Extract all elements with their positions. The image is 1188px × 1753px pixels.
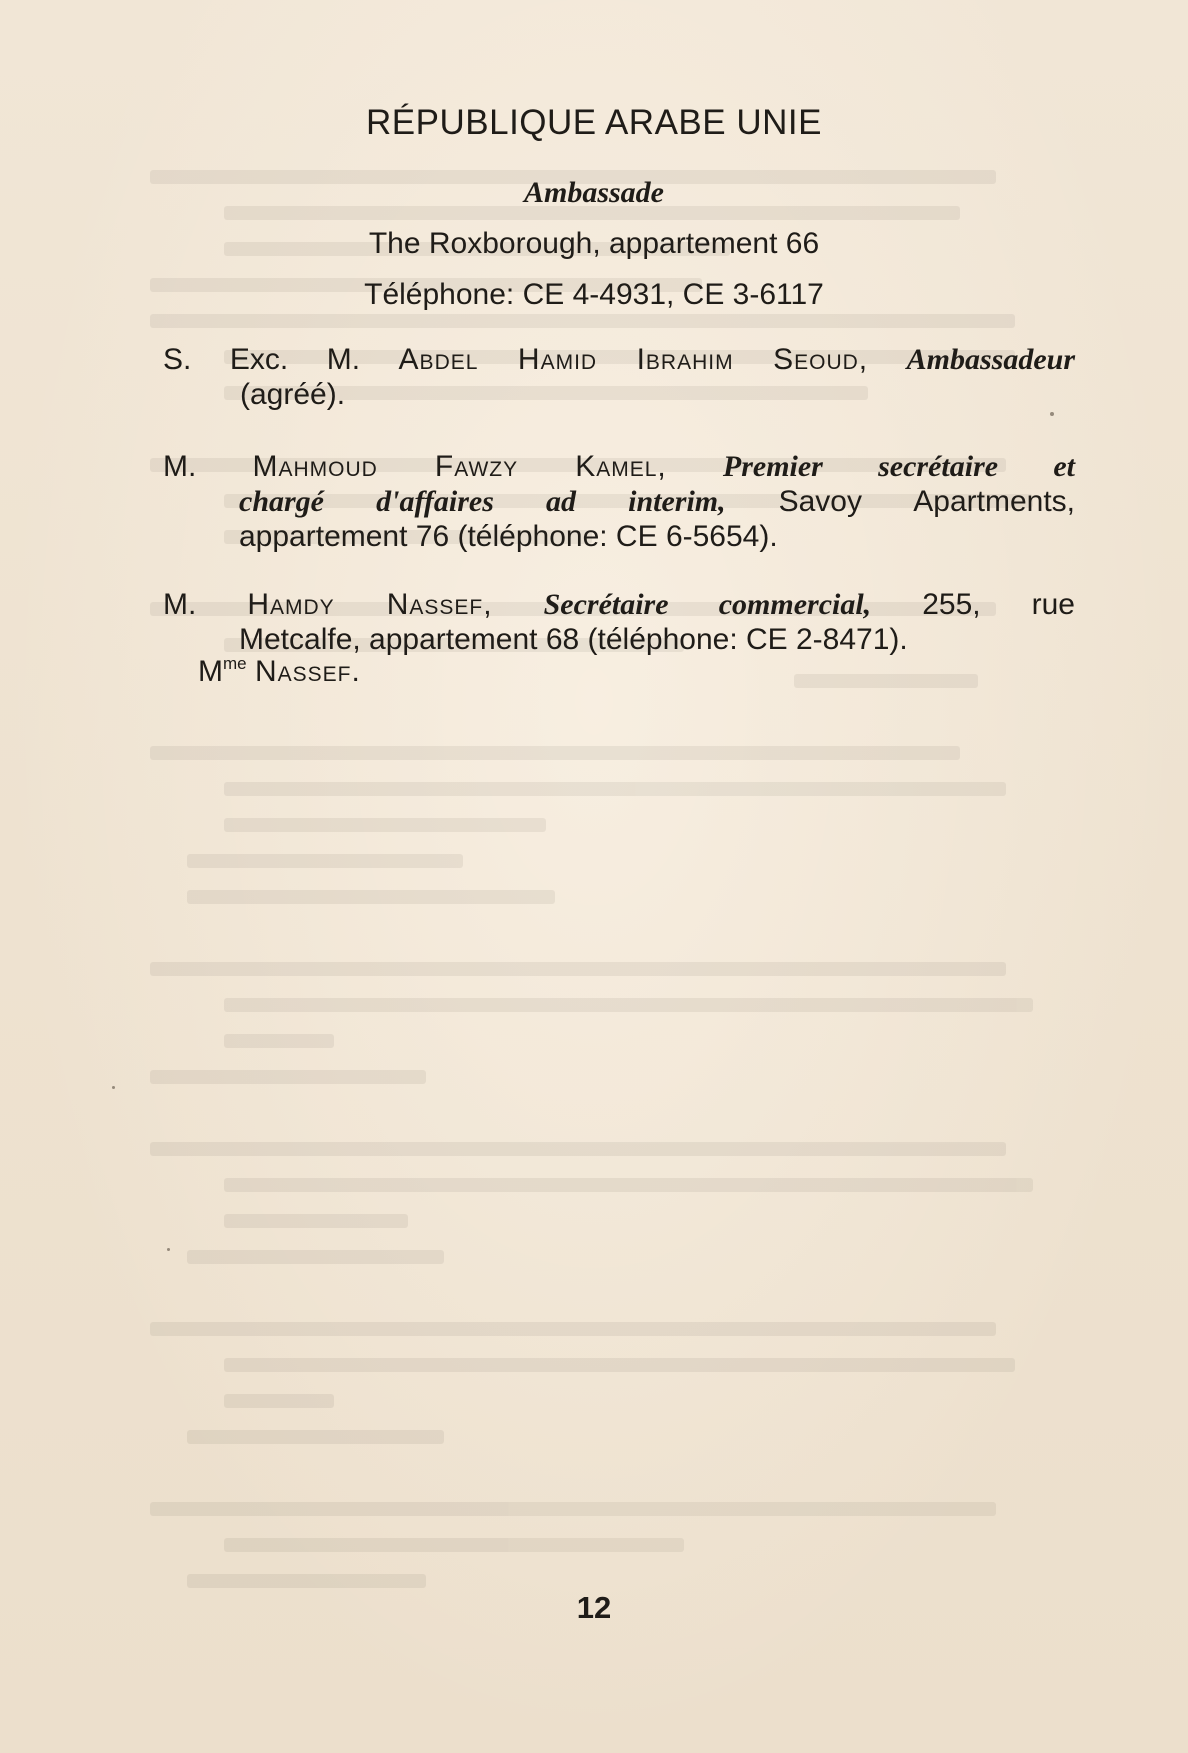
spouse-entry bbox=[198, 654, 361, 689]
page-number: 12 bbox=[576, 1590, 612, 1625]
entry-name: Hamdy Nassef, bbox=[247, 588, 493, 621]
entry-name: Abdel Hamid Ibrahim Seoud, bbox=[398, 343, 869, 376]
entry-line bbox=[163, 449, 1075, 484]
entry-line bbox=[163, 342, 1075, 377]
spouse-prefix: M bbox=[198, 655, 223, 688]
spouse-superscript: me bbox=[223, 654, 247, 673]
entry-line bbox=[163, 587, 1075, 622]
entry-title: Ambassadeur bbox=[906, 343, 1076, 376]
country-heading: RÉPUBLIQUE ARABE UNIE bbox=[366, 103, 822, 142]
section-subheading: Ambassade bbox=[523, 176, 664, 209]
entry-prefix: S. Exc. M. bbox=[163, 343, 361, 376]
entry-address: 255, rue bbox=[922, 588, 1075, 621]
entry-first-secretary bbox=[163, 449, 1075, 554]
print-speck bbox=[112, 1086, 115, 1089]
embassy-address: The Roxborough, appartement 66 bbox=[368, 227, 820, 260]
entry-title: Secrétaire commercial, bbox=[543, 588, 872, 621]
entry-address: Savoy Apartments, bbox=[778, 485, 1076, 518]
embassy-telephone: Téléphone: CE 4-4931, CE 3-6117 bbox=[364, 278, 824, 311]
entry-prefix: M. bbox=[163, 588, 197, 621]
entry-name: Mahmoud Fawzy Kamel, bbox=[252, 450, 667, 483]
entry-continuation: appartement 76 (téléphone: CE 6-5654). bbox=[239, 520, 778, 553]
entry-continuation: Metcalfe, appartement 68 (téléphone: CE 2-8471). bbox=[239, 623, 908, 656]
entry-prefix: M. bbox=[163, 450, 197, 483]
entry-ambassador bbox=[163, 342, 1075, 412]
entry-title: Premier secrétaire et bbox=[722, 450, 1076, 483]
entry-title-continued: chargé d'affaires ad interim, bbox=[239, 485, 726, 518]
print-speck bbox=[167, 1248, 170, 1251]
spouse-name: Nassef. bbox=[254, 655, 361, 688]
print-speck bbox=[1050, 412, 1054, 416]
entry-line bbox=[163, 484, 1075, 519]
entry-continuation: (agréé). bbox=[240, 378, 346, 411]
entry-commercial-secretary bbox=[163, 587, 1075, 657]
